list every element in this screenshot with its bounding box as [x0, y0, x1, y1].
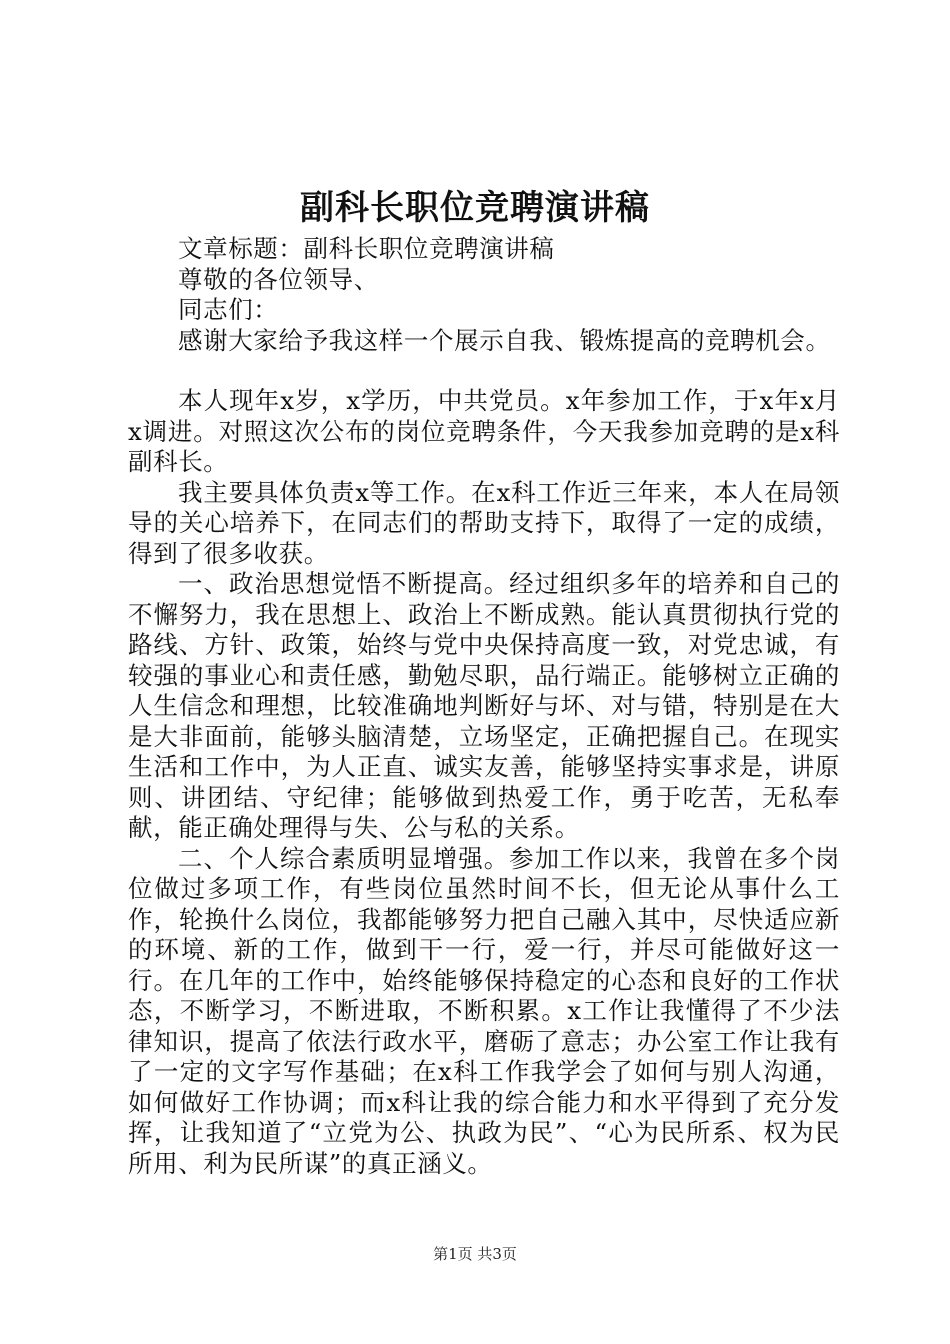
- salutation-line-1: 尊敬的各位领导、: [178, 264, 379, 294]
- article-title-line: 文章标题：副科长职位竞聘演讲稿: [178, 234, 555, 263]
- paragraph-intro: 本人现年x岁，x学历，中共党员。x年参加工作，于x年x月x调进。对照这次公布的岗位竞聘条件，今天我参加竞聘的是x科副科长。: [128, 386, 840, 476]
- document-title: 副科长职位竞聘演讲稿: [300, 188, 650, 228]
- paragraph-gap: [128, 356, 840, 386]
- document-body: [128, 234, 840, 1179]
- page-footer: 第1页 共3页: [433, 1245, 517, 1263]
- paragraph-political: 一、政治思想觉悟不断提高。经过组织多年的培养和自己的不懈努力，我在思想上、政治上不断成熟。能认真贯彻执行党的路线、方针、政策，始终与党中央保持高度一致，对党忠诚，有较强的事业心和责任感，勤勉尽职，品行端正。能够树立正确的人生信念和理想，比较准确地判断好与坏、对与错，特别是在大是大非面前，能够头脑清楚，立场坚定，正确把握自己。在现实生活和工作中，为人正直、诚实友善，能够坚持实事求是，讲原则、讲团结、守纪律；能够做到热爱工作，勇于吃苦，无私奉献，能正确处理得与失、公与私的关系。: [128, 569, 840, 842]
- paragraph-duties: 我主要具体负责x等工作。在x科工作近三年来，本人在局领导的关心培养下，在同志们的帮助支持下，取得了一定的成绩，得到了很多收获。: [128, 477, 840, 568]
- thanks-line: 感谢大家给予我这样一个展示自我、锻炼提高的竞聘机会。: [178, 325, 831, 355]
- paragraph-quality: 二、个人综合素质明显增强。参加工作以来，我曾在多个岗位做过多项工作，有些岗位虽然时间不长，但无论从事什么工作，轮换什么岗位，我都能够努力把自己融入其中，尽快适应新的环境、新的工作，做到干一行，爱一行，并尽可能做好这一行。在几年的工作中，始终能够保持稳定的心态和良好的工作状态，不断学习，不断进取，不断积累。x工作让我懂得了不少法律知识，提高了依法行政水平，磨砺了意志；办公室工作让我有了一定的文字写作基础；在x科工作我学会了如何与别人沟通，如何做好工作协调；而x科让我的综合能力和水平得到了充分发挥，让我知道了“立党为公、执政为民”、“心为民所系、权为民所用、利为民所谋”的真正涵义。: [128, 843, 840, 1178]
- salutation-line-2: 同志们：: [178, 295, 279, 324]
